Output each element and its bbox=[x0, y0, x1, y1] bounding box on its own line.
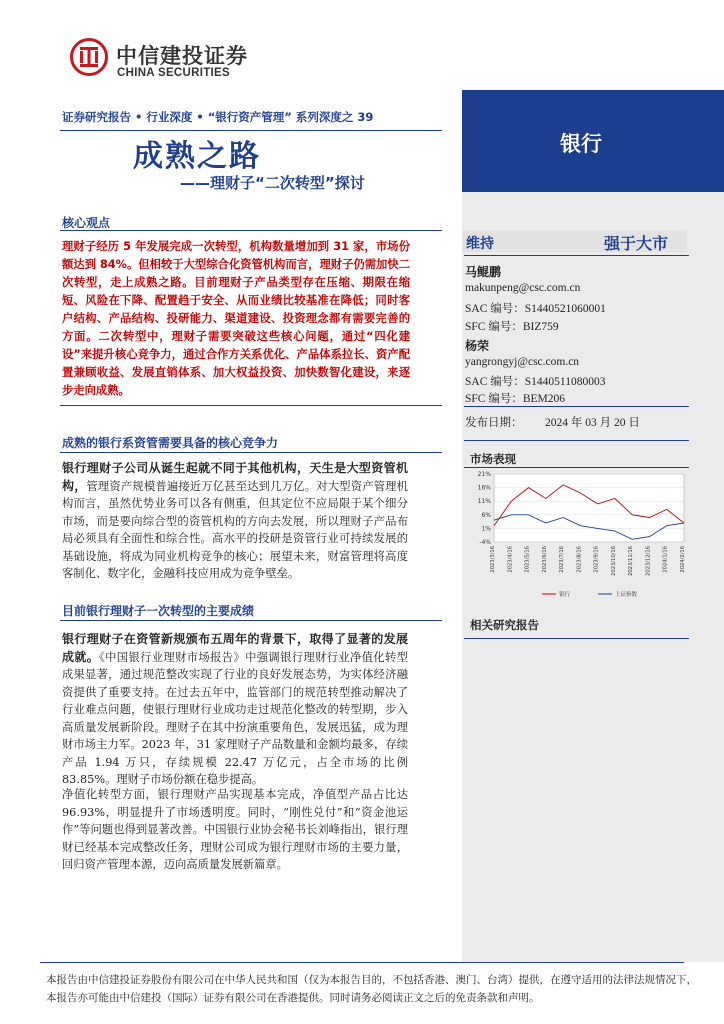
market-performance-chart bbox=[470, 470, 690, 600]
y-tick-label: 11% bbox=[477, 498, 491, 506]
brand-name-en: CHINA SECURITIES bbox=[117, 67, 230, 79]
disclaimer-line-2: 本报告亦可能由中信建投（国际）证券有限公司在香港提供。同时请务必阅读正文之后的免责条款和声明。 bbox=[46, 992, 540, 1004]
divider bbox=[464, 638, 689, 639]
divider bbox=[464, 467, 689, 468]
analyst-email[interactable]: makunpeng@csc.com.cn bbox=[465, 282, 581, 294]
china-securities-logo bbox=[70, 38, 108, 76]
analyst-sfc: SFC 编号：BIZ759 bbox=[465, 321, 559, 333]
x-tick-label: 2023/4/16 bbox=[507, 546, 514, 573]
section-paragraph: 净值化转型方面，银行理财产品实现基本完成，净值型产品占比达 96.93%，明显提升了市场透明度。同时，“刚性兑付”和“资金池运作”等问题也得到显著改善。中国银行业协会秘书长刘峰指出，银行理财已经基本完成整改任务，理财公司成为银行理财市场的主要力量，回归资产管理本源，迈向高质量发展新篇章。 bbox=[62, 788, 408, 871]
report-title: 成熟之路 bbox=[133, 139, 261, 174]
divider bbox=[40, 962, 684, 963]
legend-label: 银行 bbox=[559, 592, 571, 598]
x-tick-label: 2023/8/16 bbox=[576, 546, 583, 573]
paragraph-lead: 银行理财子在资管新规颁布五周年的背景下，取得了显著的发展成就。 bbox=[62, 632, 408, 664]
y-tick-label: 21% bbox=[477, 471, 491, 478]
paragraph-body: 管理资产规模普遍接近万亿甚至达到几万亿。对大型资产管理机构而言，虽然优势业务可以各有侧重，但其定位不应局限于某个细分市场，而是要向综合型的资管机构的方向去发展，所以理财子产品布局必须具有全面性和综合性。高水平的投研是资管行业可持续发展的基础设施，将成为同业机构竞争的核心；展望未来，财富管理将高度客制化、数字化，金融科技应用成为竞争壁垒。 bbox=[62, 479, 408, 580]
x-tick-label: 2023/10/16 bbox=[610, 546, 617, 576]
y-tick-label: 16% bbox=[477, 484, 491, 492]
publish-date-value: 2024 年 03 月 20 日 bbox=[545, 417, 640, 429]
x-tick-label: 2024/2/16 bbox=[680, 546, 686, 573]
y-tick-label: 1% bbox=[481, 525, 491, 533]
paragraph-lead: 银行理财子公司从诞生起就不同于其他机构，天生是大型资管机构， bbox=[62, 461, 408, 493]
x-tick-label: 2023/5/16 bbox=[524, 546, 531, 573]
x-tick-label: 2023/7/16 bbox=[559, 546, 566, 573]
analyst-sac: SAC 编号：S1440521060001 bbox=[465, 303, 606, 315]
analyst-name: 杨荣 bbox=[465, 339, 490, 353]
section-title: 成熟的银行系资管需要具备的核心竞争力 bbox=[62, 436, 279, 450]
core-view-text: 理财子经历 5 年发展完成一次转型，机构数量增加到 31 家，市场份额达到 84%。但相较于大型综合化资管机构而言，理财子仍需加快二次转型，走上成熟之路。目前理财子产品类型存在压缩、期限在缩短、风险在下降、配置趋于安全、从而业绩比较基准在降低；同时客户结构、产品结构、投研能力、渠道建设、投资理念都有需要完善的方面。二次转型中，理财子需要突破这些核心问题，通过“四化建设”来提升核心竞争力，通过合作方关系优化、产品体系拉长、资产配置兼顾收益、发展直销体系、加大权益投资、加快数智化建设，来逐步走向成熟。 bbox=[62, 240, 410, 397]
x-tick-label: 2023/6/16 bbox=[541, 546, 548, 573]
core-view-title: 核心观点 bbox=[62, 216, 111, 230]
analyst-sac: SAC 编号：S1440511080003 bbox=[465, 376, 606, 388]
brand-name-cn: 中信建投证券 bbox=[116, 44, 248, 68]
legend-label: 上证指数 bbox=[615, 592, 638, 598]
analyst-sfc: SFC 编号：BEM206 bbox=[465, 393, 566, 405]
disclaimer-line-1: 本报告由中信建投证券股份有限公司在中华人民共和国（仅为本报告目的，不包括香港、澳门、台湾）提供，在遵守适用的法律法规情况下， bbox=[46, 974, 697, 986]
divider bbox=[464, 440, 689, 441]
y-tick-label: 6% bbox=[481, 511, 491, 519]
report-series: 证券研究报告 • 行业深度 • “银行资产管理” 系列深度之 39 bbox=[62, 110, 374, 124]
x-tick-label: 2023/3/16 bbox=[490, 546, 496, 573]
divider bbox=[464, 255, 689, 256]
market-performance-title: 市场表现 bbox=[470, 452, 516, 466]
publish-date-label: 发布日期： bbox=[465, 417, 523, 429]
y-tick-label: -4% bbox=[479, 539, 491, 546]
section-title: 目前银行理财子一次转型的主要成绩 bbox=[62, 604, 255, 618]
x-tick-label: 2023/9/16 bbox=[593, 546, 600, 573]
divider bbox=[60, 620, 442, 621]
x-tick-label: 2023/12/16 bbox=[645, 546, 652, 576]
section-paragraph bbox=[62, 460, 408, 583]
rating-value: 强于大市 bbox=[604, 234, 669, 253]
paragraph-body: 《中国银行业理财市场报告》中强调银行理财行业净值化转型成果显著，通过规范整改实现了行业的良好发展态势，为实体经济融资提供了重要支持。在过去五年中，监管部门的规范转型推动解决了行业难点问题，使银行理财行业成功走过规范化整改的转型期，步入高质量发展新阶段。理财子在其中扮演重要角色，发展迅猛，成为理财市场主力军。2023 年，31 家理财子产品数量和金额均最多，存续产品 1.94 万只，存续规模 22.47 万亿元，占全市场的比例 83.85%。理财子市场份额在稳步提高。 bbox=[62, 650, 408, 786]
divider bbox=[60, 452, 442, 453]
related-reports-title: 相关研究报告 bbox=[470, 618, 539, 632]
divider bbox=[60, 230, 442, 231]
section-paragraph bbox=[62, 631, 408, 789]
x-tick-label: 2024/1/16 bbox=[662, 546, 669, 573]
sector-label: 银行 bbox=[560, 132, 602, 156]
analyst-email[interactable]: yangrongyj@csc.com.cn bbox=[465, 356, 580, 368]
report-subtitle: ——理财子“二次转型”探讨 bbox=[180, 174, 365, 192]
analyst-name: 马鲲鹏 bbox=[465, 265, 502, 279]
divider bbox=[464, 406, 689, 407]
plot-area bbox=[494, 474, 684, 542]
x-tick-label: 2023/11/16 bbox=[628, 546, 635, 576]
rating-action: 维持 bbox=[466, 236, 494, 252]
divider bbox=[60, 405, 442, 406]
